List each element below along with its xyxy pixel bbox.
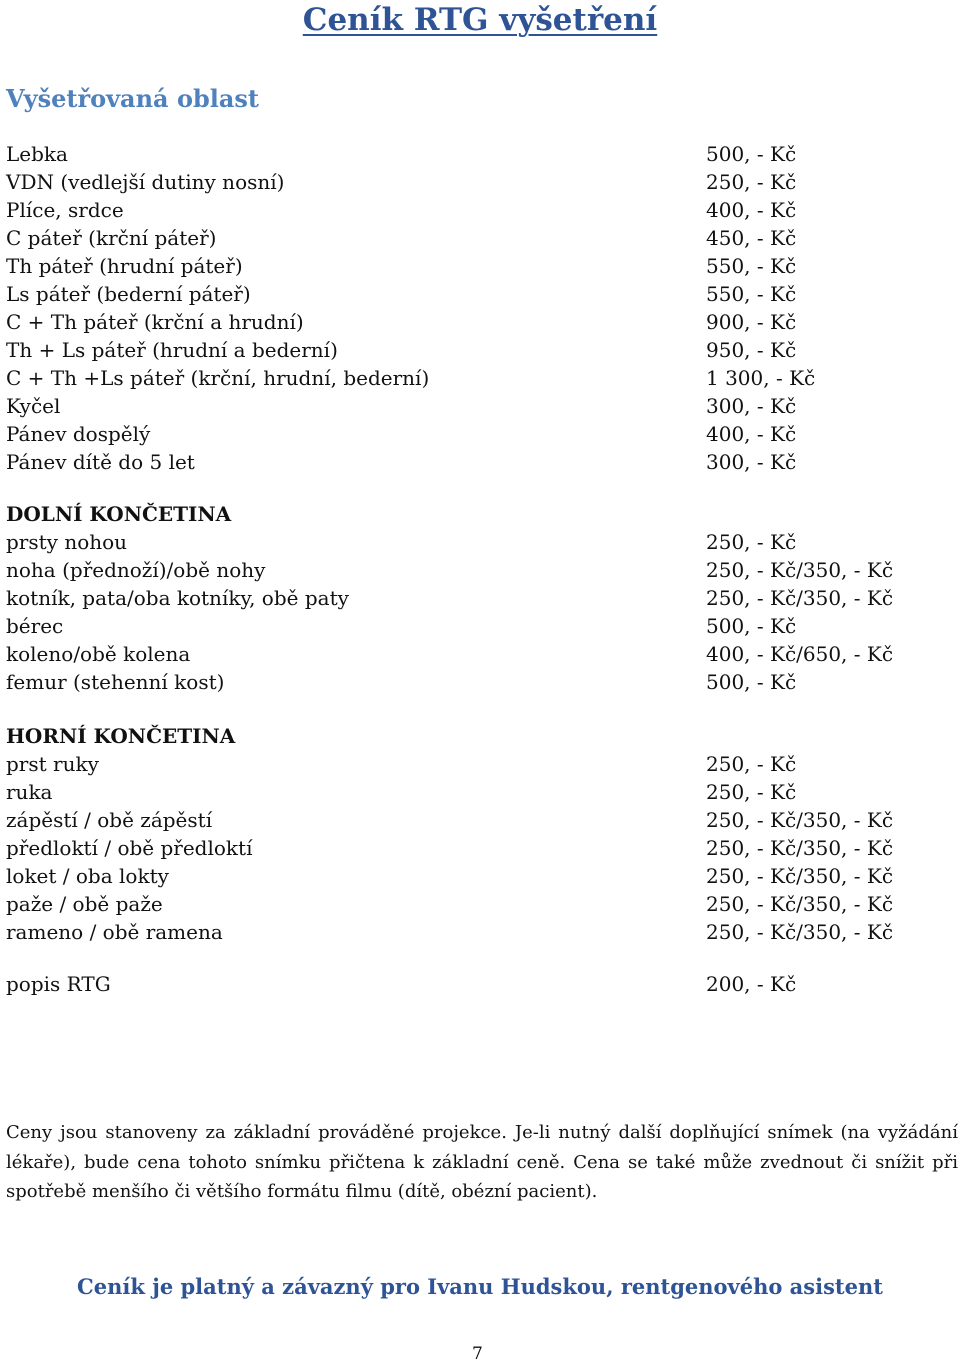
exam-name: koleno/obě kolena: [6, 642, 191, 666]
exam-name: Ls páteř (bederní páteř): [6, 282, 251, 306]
exam-price: 300, - Kč: [706, 394, 797, 418]
exam-name: bérec: [6, 614, 64, 638]
group-heading-upper-limb: HORNÍ KONČETINA: [6, 724, 236, 748]
page-number: 7: [472, 1344, 483, 1364]
exam-price: 250, - Kč: [706, 530, 797, 554]
exam-name: popis RTG: [6, 972, 111, 996]
exam-price: 200, - Kč: [706, 972, 797, 996]
exam-name: ruka: [6, 780, 53, 804]
exam-price: 250, - Kč: [706, 780, 797, 804]
exam-name: kotník, pata/oba kotníky, obě paty: [6, 586, 349, 610]
exam-name: loket / oba lokty: [6, 864, 169, 888]
exam-price: 500, - Kč: [706, 670, 797, 694]
exam-price: 400, - Kč: [706, 198, 797, 222]
exam-name: Pánev dítě do 5 let: [6, 450, 195, 474]
exam-name: prst ruky: [6, 752, 99, 776]
exam-name: Kyčel: [6, 394, 61, 418]
exam-name: Th + Ls páteř (hrudní a bederní): [6, 338, 338, 362]
exam-name: C + Th páteř (krční a hrudní): [6, 310, 304, 334]
exam-price: 250, - Kč/350, - Kč: [706, 808, 894, 832]
exam-name: C páteř (krční páteř): [6, 226, 217, 250]
exam-name: VDN (vedlejší dutiny nosní): [6, 170, 285, 194]
exam-name: zápěstí / obě zápěstí: [6, 808, 213, 832]
exam-name: paže / obě paže: [6, 892, 163, 916]
exam-price: 250, - Kč: [706, 170, 797, 194]
exam-price: 250, - Kč/350, - Kč: [706, 920, 894, 944]
exam-price: 950, - Kč: [706, 338, 797, 362]
exam-price: 300, - Kč: [706, 450, 797, 474]
exam-name: Lebka: [6, 142, 68, 166]
page-title-text: Ceník RTG vyšetření: [302, 2, 658, 38]
exam-name: femur (stehenní kost): [6, 670, 225, 694]
section-heading: Vyšetřovaná oblast: [6, 84, 260, 113]
exam-price: 450, - Kč: [706, 226, 797, 250]
exam-price: 550, - Kč: [706, 254, 797, 278]
exam-price: 250, - Kč/350, - Kč: [706, 864, 894, 888]
pricing-note: Ceny jsou stanoveny za základní prováděné projekce. Je-li nutný další doplňující snímek (na vyžádání lékaře), bude cena tohoto snímku přičtena k základní ceně. Cena se také může zvednout či snížit při spotřebě menšího či většího formátu filmu (dítě, obézní pacient).: [6, 1122, 958, 1202]
exam-name: Plíce, srdce: [6, 198, 124, 222]
exam-price: 500, - Kč: [706, 142, 797, 166]
exam-price: 1 300, - Kč: [706, 366, 816, 390]
exam-name: noha (přednoží)/obě nohy: [6, 558, 266, 582]
exam-price: 500, - Kč: [706, 614, 797, 638]
exam-name: předloktí / obě předloktí: [6, 836, 253, 860]
exam-name: prsty nohou: [6, 530, 128, 554]
validity-statement: Ceník je platný a závazný pro Ivanu Hudskou, rentgenového asistent: [77, 1274, 883, 1299]
exam-price: 250, - Kč/350, - Kč: [706, 892, 894, 916]
exam-price: 250, - Kč: [706, 752, 797, 776]
exam-name: C + Th +Ls páteř (krční, hrudní, bederní): [6, 366, 430, 390]
exam-price: 250, - Kč/350, - Kč: [706, 586, 894, 610]
exam-name: Pánev dospělý: [6, 422, 151, 446]
page-title: [0, 2, 960, 38]
group-heading-lower-limb: DOLNÍ KONČETINA: [6, 502, 232, 526]
exam-price: 250, - Kč/350, - Kč: [706, 836, 894, 860]
exam-name: Th páteř (hrudní páteř): [6, 254, 243, 278]
exam-price: 400, - Kč: [706, 422, 797, 446]
exam-price: 400, - Kč/650, - Kč: [706, 642, 894, 666]
exam-name: rameno / obě ramena: [6, 920, 223, 944]
exam-price: 250, - Kč/350, - Kč: [706, 558, 894, 582]
exam-price: 550, - Kč: [706, 282, 797, 306]
exam-price: 900, - Kč: [706, 310, 797, 334]
